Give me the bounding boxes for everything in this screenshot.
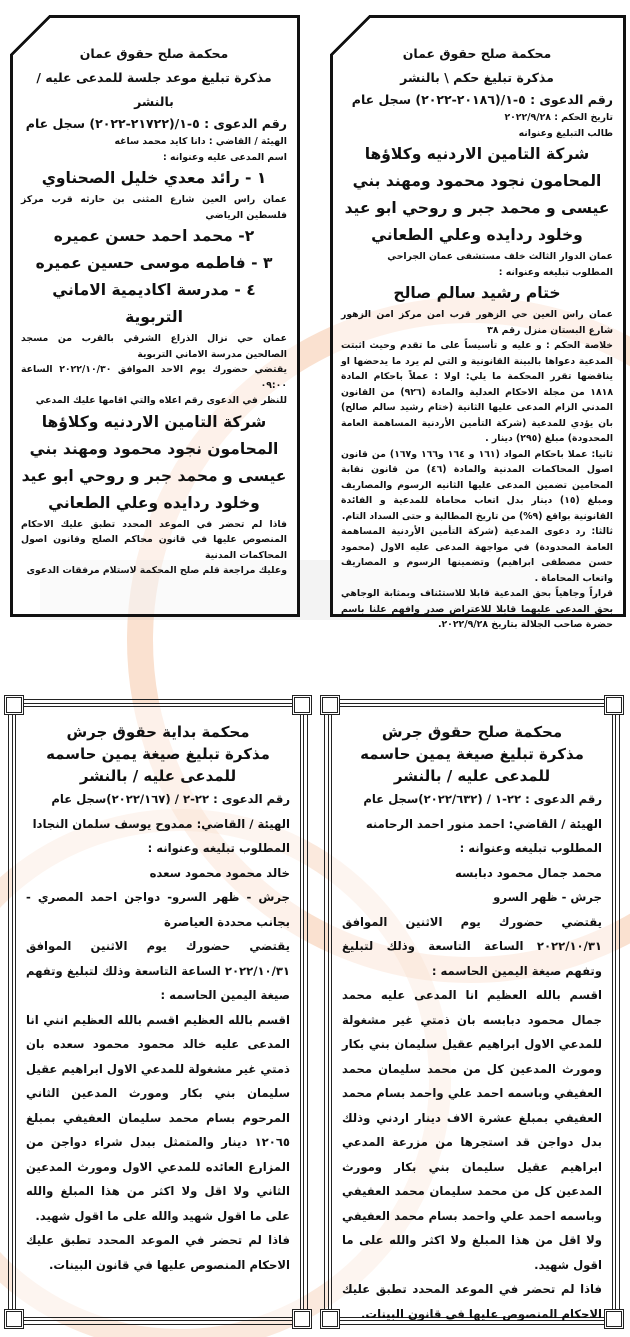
- frame-corner-ornament: [604, 695, 624, 715]
- notice-heading: محكمة صلح حقوق عمان: [402, 46, 552, 61]
- notice-heading: مذكرة تبليغ صيغة يمين حاسمه: [46, 745, 270, 763]
- notice-line: يقتضي حضورك يوم الاثنين الموافق ٢٠٢٢/١٠/٣١ الساعة التاسعة وذلك لتبليغ وتفهم صيغة اليمين الحاسمه :: [342, 914, 602, 978]
- notice-heading: محكمة صلح حقوق عمان: [79, 46, 229, 61]
- notice-line: المطلوب تبليغه وعنوانه :: [147, 841, 290, 855]
- notice-line: جرش - ظهر السرو: [493, 890, 602, 904]
- notice-detail: يقتضي حضورك يوم الاحد الموافق ٢٠٢٢/١٠/٣٠ الساعة ٠٩:٠٠: [21, 364, 287, 391]
- notice-detail: عمان راس العين حي الزهور قرب امن مركز امن الزهور شارع البستان منزل رقم ٣٨: [341, 309, 613, 336]
- notice-line: رقم الدعوى : ٢٢-٢ / (٢٠٢٢/١٦٧)سجل عام: [51, 792, 290, 806]
- notice-heading: محكمة صلح حقوق جرش: [381, 723, 563, 741]
- notice-party-name: ١ - رائد معدي خليل الصحناوي: [41, 169, 267, 187]
- notice-detail: طالب التبليغ وعنوانه: [518, 127, 613, 139]
- notice-detail: وعليك مراجعة قلم صلح المحكمة لاستلام مرفقات الدعوى: [26, 565, 287, 576]
- notice-line: رقم الدعوى : ٢٢-١ / (٢٠٢٢/٦٣٢)سجل عام: [363, 792, 602, 806]
- notice-line: رقم الدعوى : ٥-١/(٢١٧٢٢-٢٠٢٢) سجل عام: [25, 116, 287, 131]
- notice-detail: اسم المدعى عليه وعنوانه :: [163, 151, 287, 163]
- notice-detail: عمان الدوار الثالث خلف مستشفى عمان الجراحي: [387, 251, 613, 262]
- notice-party-name: شركة التامين الاردنيه وكلاؤها المحامون نجود محمود ومهند بني عيسى و محمد جبر و روحي ابو عيد وخلود ردايده وعلي الطعاني: [344, 145, 610, 244]
- notice-heading: مذكرة تبليغ حكم \ بالنشر: [400, 70, 554, 85]
- notice-heading: للمدعى عليه / بالنشر: [393, 767, 551, 785]
- notice-heading: مذكرة تبليغ صيغة يمين حاسمه: [360, 745, 584, 763]
- notice-line: جرش - ظهر السرو- دواجن احمد المصري - بجانب محددة العياصرة: [26, 890, 290, 929]
- notice-detail: المطلوب تبليغه وعنوانه :: [498, 266, 613, 278]
- notice-line: محمد جمال محمود دبابسه: [454, 865, 602, 880]
- notice-detail: ثانيا: عملا باحكام المواد (١٦١ و ١٦٤ و١٦٦ و١٦٧) من قانون اصول المحاكمات المدنية والمادة (٤٦) من قانون نقابة المحامين تضمين المدعى عليها الثانيه الرسوم والمصاريف ومبلغ (١٥) دينار بدل اتعاب محاماة للمدعية و الفائدة القانونية بواقع (٩%) من تاريخ المطالبة و حتى السداد التام.: [341, 448, 613, 522]
- notice-detail: فاذا لم تحضر في الموعد المحدد تطبق عليك الاحكام المنصوص عليها في قانون محاكم الصلح وقانون اصول المحاكمات المدنية: [21, 518, 287, 561]
- notice-detail: ثالثا: رد دعوى المدعية (شركة التأمين الأردنية المساهمة العامة المحدودة) في مواجهة المدعى عليه الاول (محمود حسن مصطفى ابراهيم) وتضمينها الرسوم و المصاريف واتعاب المحاماة .: [341, 526, 613, 584]
- frame-corner-ornament: [4, 1309, 24, 1329]
- notice-detail: الهيئة / القاضي : دانا كايد محمد ساغه: [114, 136, 287, 147]
- notice-detail: خلاصة الحكم : و عليه و تأسيساً على ما تقدم وحيث اثبتت المدعية دعواها بالبينة القانونية و التي لم يرد ما يدحضها او يناقضها تقرر المحكمة ما يلي: اولا : عملاً باحكام المادة ١٨١٨ من مجلة الاحكام العدلية والمادة (٩٢٦) من القانون المدني الزام المدعى عليها الثانية (ختام رشيد سالم صالح) بان يؤدي للمدعية (شركة التأمين الأردنية المساهمة العامة المحدودة) مبلغ (٢٩٥) دينار .: [341, 340, 613, 444]
- notice-detail: تاريخ الحكم : ٢٠٢٢/٩/٢٨: [504, 112, 613, 123]
- frame-corner-ornament: [292, 1309, 312, 1329]
- notice-heading: مذكرة تبليغ موعد جلسة للمدعى عليه / بالنشر: [36, 70, 272, 109]
- notice-line: الهيئة / القاضي: احمد منور احمد الرحامنه: [365, 816, 602, 831]
- notice-judgment-amman: [330, 15, 626, 630]
- notice-detail: عمان راس العين شارع المثنى بن حارثه قرب مركز فلسطين الرياضي: [21, 194, 287, 221]
- notice-line: الهيئة / القاضي: ممدوح يوسف سلمان النجادا: [32, 816, 290, 831]
- notice-hearing-amman: [10, 15, 300, 617]
- notice-line: المطلوب تبليغه وعنوانه :: [459, 841, 602, 855]
- notice-heading: للمدعى عليه / بالنشر: [79, 767, 237, 785]
- notice-detail: قراراً وجاهياً بحق المدعية قابلا للاستئناف وبمثابة الوجاهي بحق المدعى عليهما قابلا للاعتراض صدر وافهم علنا باسم حضرة صاحب الجلالة بتاريخ ٢٠٢٢/٩/٢٨.: [341, 588, 613, 630]
- notice-oath-jerash-magistrate: [328, 703, 616, 1321]
- notice-detail: للنظر في الدعوى رقم اعلاه والتي اقامها عليك المدعي: [35, 395, 287, 406]
- frame-corner-ornament: [4, 695, 24, 715]
- frame-corner-ornament: [604, 1309, 624, 1329]
- notice-line: فاذا لم تحضر في الموعد المحدد تطبق عليك الاحكام المنصوص عليها في قانون البينات.: [26, 1233, 290, 1272]
- frame-corner-ornament: [320, 695, 340, 715]
- notice-detail: عمان حي نزال الذراع الشرقي بالقرب من مسجد الصالحين مدرسة الاماني التربوية: [21, 333, 287, 360]
- notice-oath-jerash-first-instance: [12, 703, 304, 1321]
- notice-party-name: شركة التامين الاردنيه وكلاؤها المحامون نجود محمود ومهند بني عيسى و محمد جبر و روحي ابو عيد وخلود ردايده وعلي الطعاني: [21, 412, 287, 512]
- notice-heading: محكمة بداية حقوق جرش: [66, 723, 250, 741]
- notice-line: رقم الدعوى : ٥-١/(٢٠١٨٦-٢٠٢٢) سجل عام: [351, 92, 613, 107]
- notice-line: اقسم بالله العظيم اقسم بالله العظيم انني انا المدعى عليه خالد محمود محمود سعده بان ذمتي غير مشغولة للمدعي الاول ابراهيم عقيل سليمان بني بكار ومورث المدعين الثاني المرحوم بسام محمد سليمان العفيفي بمبلغ ١٢٠٦٥ دينار والمتمثل ببدل شراء دواجن من المزارع العائده للمدعي الاول ومورث المدعين الثاني ولا اقل ولا اكثر من هذا المبلغ والله على ما اقول شهيد والله على ما اقول شهيد.: [26, 1012, 290, 1223]
- notice-line: فاذا لم تحضر في الموعد المحدد تطبق عليك الاحكام المنصوص عليها في قانون البينات.: [342, 1282, 602, 1321]
- notice-line: خالد محمود محمود سعده: [149, 865, 290, 880]
- notice-party-name: ٣ - فاطمه موسى حسين عميره: [35, 254, 273, 272]
- notice-line: اقسم بالله العظيم انا المدعى عليه محمد جمال محمود دبابسه بان ذمتي غير مشغولة للمدعي الاول ابراهيم عقيل سليمان بني بكار ومورث المدعين كل من محمد سليمان محمد العفيفي وباسمه احمد علي واحمد بسام محمد العفيفي بمبلغ عشرة الاف دينار اردني وذلك بدل دواجن قد استجرها من مزرعة المدعي ابراهيم عقيل سليمان بني بكار ومورث المدعين كل من محمد سليمان محمد العفيفي وباسمه احمد علي واحمد بسام محمد العفيفي ولا اقل من هذا المبلغ ولا اكثر والله على ما اقول شهيد.: [342, 988, 602, 1272]
- notice-party-name: ختام رشيد سالم صالح: [393, 284, 561, 302]
- notice-party-name: ٢- محمد احمد حسن عميره: [53, 227, 255, 245]
- notice-party-name: ٤ - مدرسة اكاديمية الاماني التربوية: [52, 281, 256, 326]
- frame-corner-ornament: [292, 695, 312, 715]
- frame-corner-ornament: [320, 1309, 340, 1329]
- notice-line: يقتضي حضورك يوم الاثنين الموافق ٢٠٢٢/١٠/٣١ الساعة التاسعة وذلك لتبليغ وتفهم صيغة اليمين الحاسمه :: [26, 939, 290, 1002]
